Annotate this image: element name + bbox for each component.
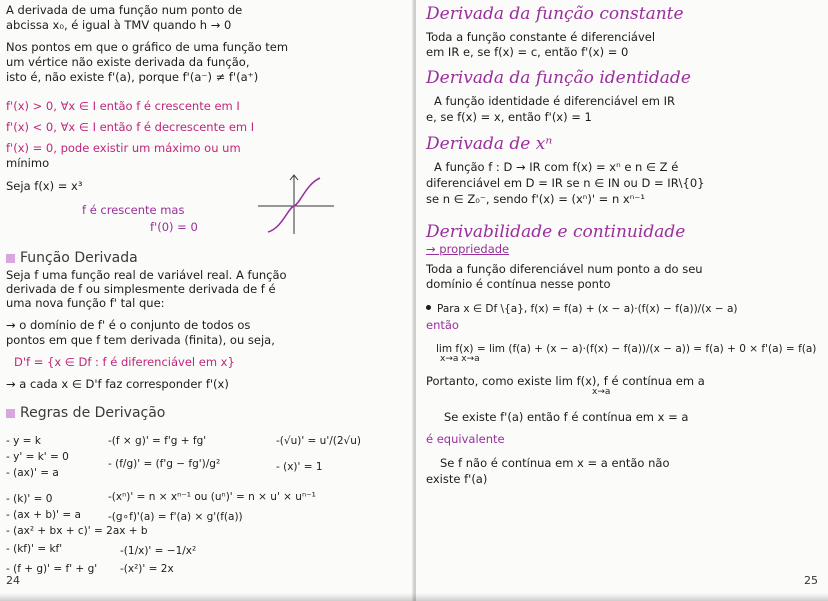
rule: -(x²)' = 2x — [120, 563, 174, 575]
body-line: Toda a função constante é diferenciável — [426, 30, 656, 44]
body-line: → o domínio de f' é o conjunto de todos os — [6, 318, 251, 332]
derived-function-heading: Função Derivada — [6, 250, 138, 267]
section-heading: Derivada de xⁿ — [426, 134, 553, 154]
body-line: em IR e, se f(x) = c, então f'(x) = 0 — [426, 45, 629, 59]
limit-equation: lim f(x) = lim (f(a) + (x − a)·(f(x) − f(a))/(x − a)) = f(a) + 0 × f'(a) = f(a) — [436, 343, 817, 355]
body-line: então — [426, 318, 459, 332]
monotony-rule: f'(x) = 0, pode existir um máximo ou um — [6, 141, 241, 155]
rule: -(√u)' = u'/(2√u) — [276, 435, 361, 447]
rule: - (ax² + bx + c)' = 2ax + b — [6, 525, 148, 537]
monotony-rule: mínimo — [6, 156, 50, 170]
domain-definition: D'f = {x ∈ Df : f é diferenciável em x} — [14, 355, 235, 369]
rule: - (ax)' = a — [6, 467, 59, 479]
body-line: Portanto, como existe lim f(x), f é contínua em a — [426, 374, 705, 388]
heading-square-icon — [6, 254, 15, 263]
intro-line: um vértice não existe derivada da função, — [6, 55, 250, 69]
page-number: 25 — [804, 574, 818, 587]
body-line: Se existe f'(a) então f é contínua em x = a — [444, 410, 689, 424]
property-label: → propriedade — [426, 242, 510, 256]
limit-subscript: x→a x→a — [440, 354, 480, 364]
rule: - (x)' = 1 — [276, 461, 323, 473]
body-line: derivada de f ou simplesmente derivada de f é — [6, 282, 276, 296]
heading-square-icon — [6, 409, 15, 418]
body-line: A função f : D → IR com f(x) = xⁿ e n ∈ Z é — [434, 160, 679, 174]
rule: -(f × g)' = f'g + fg' — [108, 435, 207, 447]
rule: - (f + g)' = f' + g' — [6, 563, 98, 575]
body-line: A função identidade é diferenciável em IR — [434, 94, 675, 108]
monotony-rule: f'(x) < 0, ∀x ∈ I então f é decrescente em I — [6, 120, 255, 134]
bullet-icon — [426, 305, 431, 310]
body-line: Se f não é contínua em x = a então não — [440, 456, 670, 470]
page-number: 24 — [6, 574, 20, 587]
body-line: Para x ∈ Df \{a}, f(x) = f(a) + (x − a)·(f(x) − f(a))/(x − a) — [426, 302, 738, 316]
body-line: pontos em que f tem derivada (finita), ou seja, — [6, 333, 275, 347]
body-line: domínio é contínua nesse ponto — [426, 277, 611, 291]
body-line: uma nova função f' tal que: — [6, 296, 165, 310]
example-note: f é crescente mas — [82, 203, 185, 217]
rule: -(g∘f)'(a) = f'(a) × g'(f(a)) — [108, 511, 243, 523]
limit-subscript: x→a — [592, 387, 611, 397]
body-line: → a cada x ∈ D'f faz corresponder f'(x) — [6, 377, 229, 391]
intro-line: Nos pontos em que o gráfico de uma função tem — [6, 40, 289, 54]
body-line: Toda a função diferenciável num ponto a do seu — [426, 262, 703, 276]
rule: - (f/g)' = (f'g − fg')/g² — [108, 458, 221, 470]
rule: - (k)' = 0 — [6, 493, 53, 505]
intro-line: isto é, não existe f'(a), porque f'(a⁻) ≠ f'(a⁺) — [6, 70, 259, 84]
body-line: Seja f uma função real de variável real. A função — [6, 268, 287, 282]
cubic-graph-sketch — [256, 172, 336, 236]
body-line: existe f'(a) — [426, 472, 488, 486]
intro-line: abcissa x₀, é igual à TMV quando h → 0 — [6, 18, 232, 32]
right-page — [416, 0, 828, 601]
body-line: se n ∈ Z₀⁻, sendo f'(x) = (xⁿ)' = n xⁿ⁻¹ — [426, 192, 645, 206]
rule: - (ax + b)' = a — [6, 509, 81, 521]
rule: - (kf)' = kf' — [6, 543, 63, 555]
section-heading: Derivada da função constante — [426, 4, 684, 24]
body-line: e, se f(x) = x, então f'(x) = 1 — [426, 110, 592, 124]
rule: - y' = k' = 0 — [6, 451, 69, 463]
rule: -(1/x)' = −1/x² — [120, 545, 197, 557]
body-line: diferenciável em D = IR se n ∈ IN ou D = IR\{0} — [426, 176, 705, 190]
rule: -(xⁿ)' = n × xⁿ⁻¹ ou (uⁿ)' = n × u' × uⁿ⁻¹ — [108, 491, 316, 503]
rule: - y = k — [6, 435, 41, 447]
page-bottom-shadow — [0, 593, 828, 601]
section-heading: Derivada da função identidade — [426, 68, 691, 88]
example-note: f'(0) = 0 — [150, 220, 198, 234]
section-heading: Derivabilidade e continuidade — [426, 222, 686, 242]
example-definition: Seja f(x) = x³ — [6, 179, 83, 193]
rules-heading: Regras de Derivação — [6, 405, 165, 422]
intro-line: A derivada de uma função num ponto de — [6, 3, 243, 17]
equivalence-label: é equivalente — [426, 432, 505, 446]
monotony-rule: f'(x) > 0, ∀x ∈ I então f é crescente em I — [6, 99, 240, 113]
